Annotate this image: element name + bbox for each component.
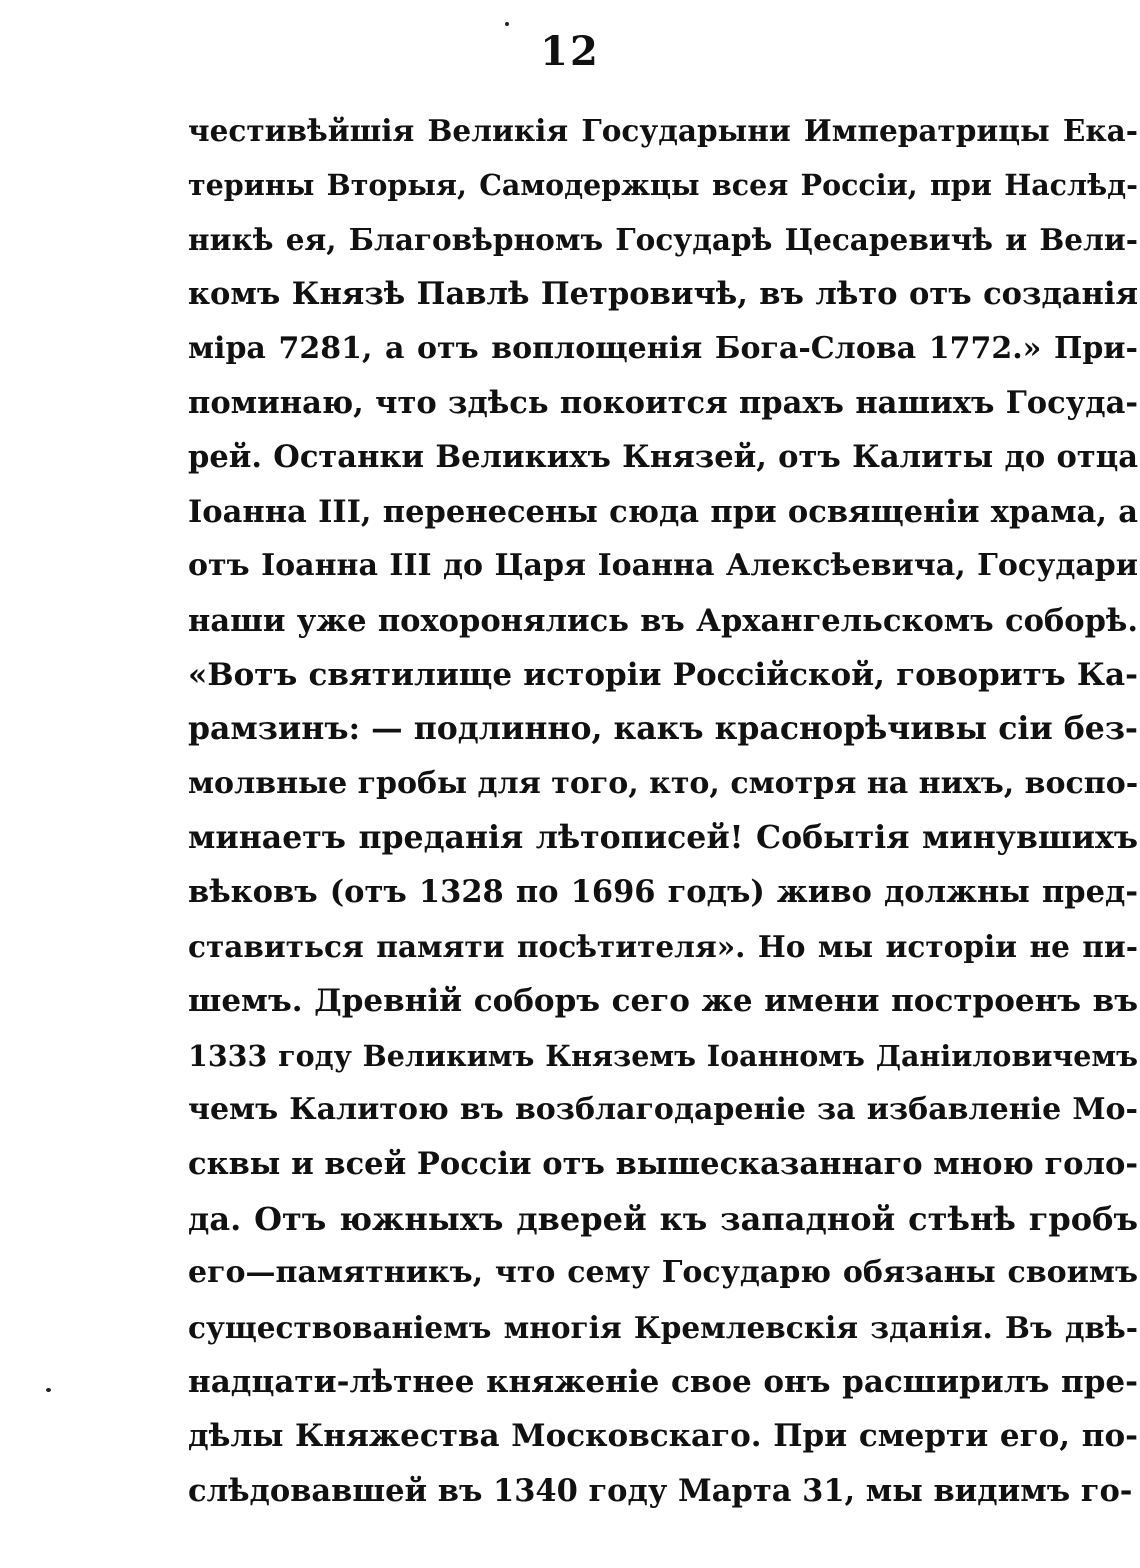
text-line: наши уже похоронялись въ Архангельскомъ соборѣ. — [188, 602, 1138, 639]
text-line: его—памятникъ, что сему Государю обязаны своимъ — [188, 1255, 1138, 1291]
text-line: чемъ Калитою въ возблагодареніе за избавленіе Мо- — [188, 1092, 1138, 1128]
text-line: поминаю, что здѣсь покоится прахъ нашихъ Госуда- — [188, 384, 1138, 421]
text-line: да. Отъ южныхъ дверей къ западной стѣнѣ гробъ — [188, 1199, 1138, 1238]
page-number: 12 — [540, 28, 600, 75]
text-line: дѣлы Княжества Московскаго. При смерти его, по- — [188, 1418, 1138, 1455]
text-line: терины Вторыя, Самодержцы всея Россіи, при Наслѣд- — [188, 168, 1138, 203]
text-line: существованіемъ многія Кремлевскія зданія. Въ двѣ- — [188, 1309, 1138, 1345]
text-line: никѣ ея, Благовѣрномъ Государѣ Цесаревичѣ и Вели- — [188, 221, 1138, 257]
text-line: міра 7281, а отъ воплощенія Бога-Слова 1772.» При- — [188, 330, 1138, 366]
text-line: сквы и всей Россіи отъ вышесказаннаго мною голо- — [188, 1146, 1138, 1183]
text-line: Іоанна III, перенесены сюда при освященіи храма, а — [188, 493, 1138, 530]
print-speck — [505, 22, 509, 26]
text-line: надцати-лѣтнее княженіе свое онъ расширилъ пре- — [188, 1363, 1138, 1400]
text-line: вѣковъ (отъ 1328 по 1696 годъ) живо должны пред- — [188, 874, 1138, 911]
text-line: шемъ. Древній соборъ сего же имени построенъ въ — [188, 983, 1138, 1020]
text-line: «Вотъ святилище исторіи Россійской, говоритъ Ка- — [188, 656, 1138, 693]
text-line: честивѣйшія Великія Государыни Императрицы Ека- — [188, 113, 1138, 148]
text-line: ставиться памяти посѣтителя». Но мы исторіи не пи- — [188, 928, 1138, 964]
text-line: рамзинъ: — подлинно, какъ краснорѣчивы сіи без- — [188, 710, 1138, 748]
text-line: комъ Князѣ Павлѣ Петровичѣ, въ лѣто отъ созданія — [188, 276, 1138, 313]
text-line: отъ Іоанна III до Царя Іоанна Алексѣевича, Государи — [188, 548, 1138, 584]
text-line: слѣдовавшей въ 1340 году Марта 31, мы видимъ го- — [188, 1472, 1133, 1509]
print-speck — [46, 1388, 51, 1392]
text-body — [188, 104, 1138, 1518]
text-line: минаетъ преданія лѣтописей! Событія минувшихъ — [188, 819, 1138, 857]
text-line: 1333 году Великимъ Княземъ Іоанномъ Даніиловичемъ — [188, 1038, 1138, 1073]
text-line: рей. Останки Великихъ Князей, отъ Калиты до отца — [188, 439, 1138, 476]
text-line: молвные гробы для того, кто, смотря на нихъ, воспо- — [188, 765, 1138, 801]
